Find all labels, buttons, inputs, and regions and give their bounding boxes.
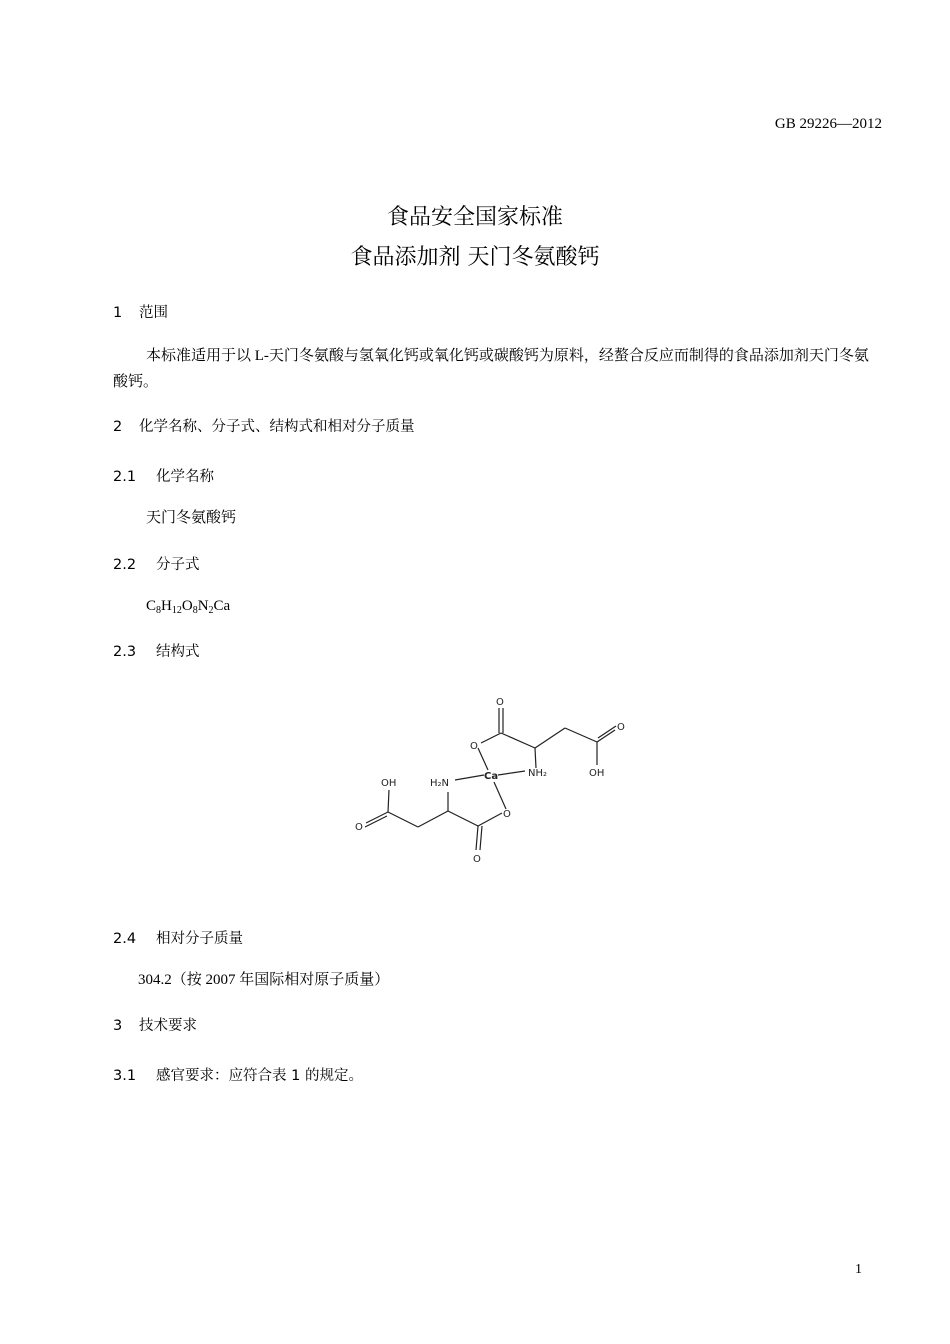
document-subtitle: 食品添加剂 天门冬氨酸钙 bbox=[350, 245, 600, 270]
section-3-heading bbox=[113, 1014, 197, 1035]
section-number: 3 bbox=[113, 1018, 123, 1034]
label-oxygen-right: O bbox=[617, 722, 625, 733]
section-title: 结构式 bbox=[156, 644, 200, 660]
scope-paragraph: 本标准适用于以 L-天门冬氨酸与氢氧化钙或氧化钙或碳酸钙为原料，经螯合反应而制得的食品添加剂天门冬氨酸钙。 bbox=[113, 348, 869, 390]
section-title: 分子式 bbox=[156, 557, 200, 573]
section-title: 化学名称 bbox=[156, 469, 214, 485]
label-oxygen-top: O bbox=[496, 697, 504, 708]
section-number: 2.4 bbox=[113, 931, 137, 947]
section-1-heading bbox=[113, 301, 168, 322]
page-number: 1 bbox=[855, 1262, 862, 1277]
section-2-1-heading bbox=[113, 465, 214, 486]
section-title: 技术要求 bbox=[139, 1018, 197, 1034]
section-number: 1 bbox=[113, 305, 123, 321]
chemical-name: 天门冬氨酸钙 bbox=[146, 510, 237, 526]
section-2-2-heading bbox=[113, 553, 200, 574]
label-hydroxyl-left: OH bbox=[381, 778, 397, 789]
label-hydroxyl-right: OH bbox=[589, 768, 605, 779]
label-amino-left: H₂N bbox=[430, 778, 450, 789]
section-number: 2.3 bbox=[113, 644, 137, 660]
section-2-4-heading bbox=[113, 927, 243, 948]
standard-code: GB 29226—2012 bbox=[774, 116, 882, 132]
section-title: 相对分子质量 bbox=[156, 931, 243, 947]
section-2-3-heading bbox=[113, 640, 200, 661]
label-oxygen-left: O bbox=[355, 822, 363, 833]
section-title: 范围 bbox=[139, 305, 168, 321]
section-title: 感官要求：应符合表 1 的规定。 bbox=[156, 1068, 363, 1084]
molecular-mass: 304.2（按 2007 年国际相对原子质量） bbox=[138, 972, 390, 988]
section-number: 2 bbox=[113, 419, 123, 435]
label-amino-right: NH₂ bbox=[528, 768, 548, 779]
label-calcium: Ca bbox=[484, 771, 499, 782]
section-2-heading bbox=[113, 415, 415, 436]
section-3-1-heading bbox=[113, 1064, 363, 1085]
label-oxygen-bottom: O bbox=[473, 854, 481, 863]
section-number: 2.1 bbox=[113, 469, 137, 485]
label-oxygen-upper: O bbox=[470, 741, 478, 752]
section-number: 3.1 bbox=[113, 1068, 137, 1084]
label-oxygen-lower: O bbox=[503, 809, 511, 820]
section-number: 2.2 bbox=[113, 557, 137, 573]
molecular-formula: $C_8H_{12}O_8N_2Ca$ bbox=[146, 598, 231, 616]
structural-formula-diagram bbox=[345, 683, 675, 863]
section-title: 化学名称、分子式、结构式和相对分子质量 bbox=[139, 419, 415, 435]
document-title: 食品安全国家标准 bbox=[386, 205, 563, 230]
